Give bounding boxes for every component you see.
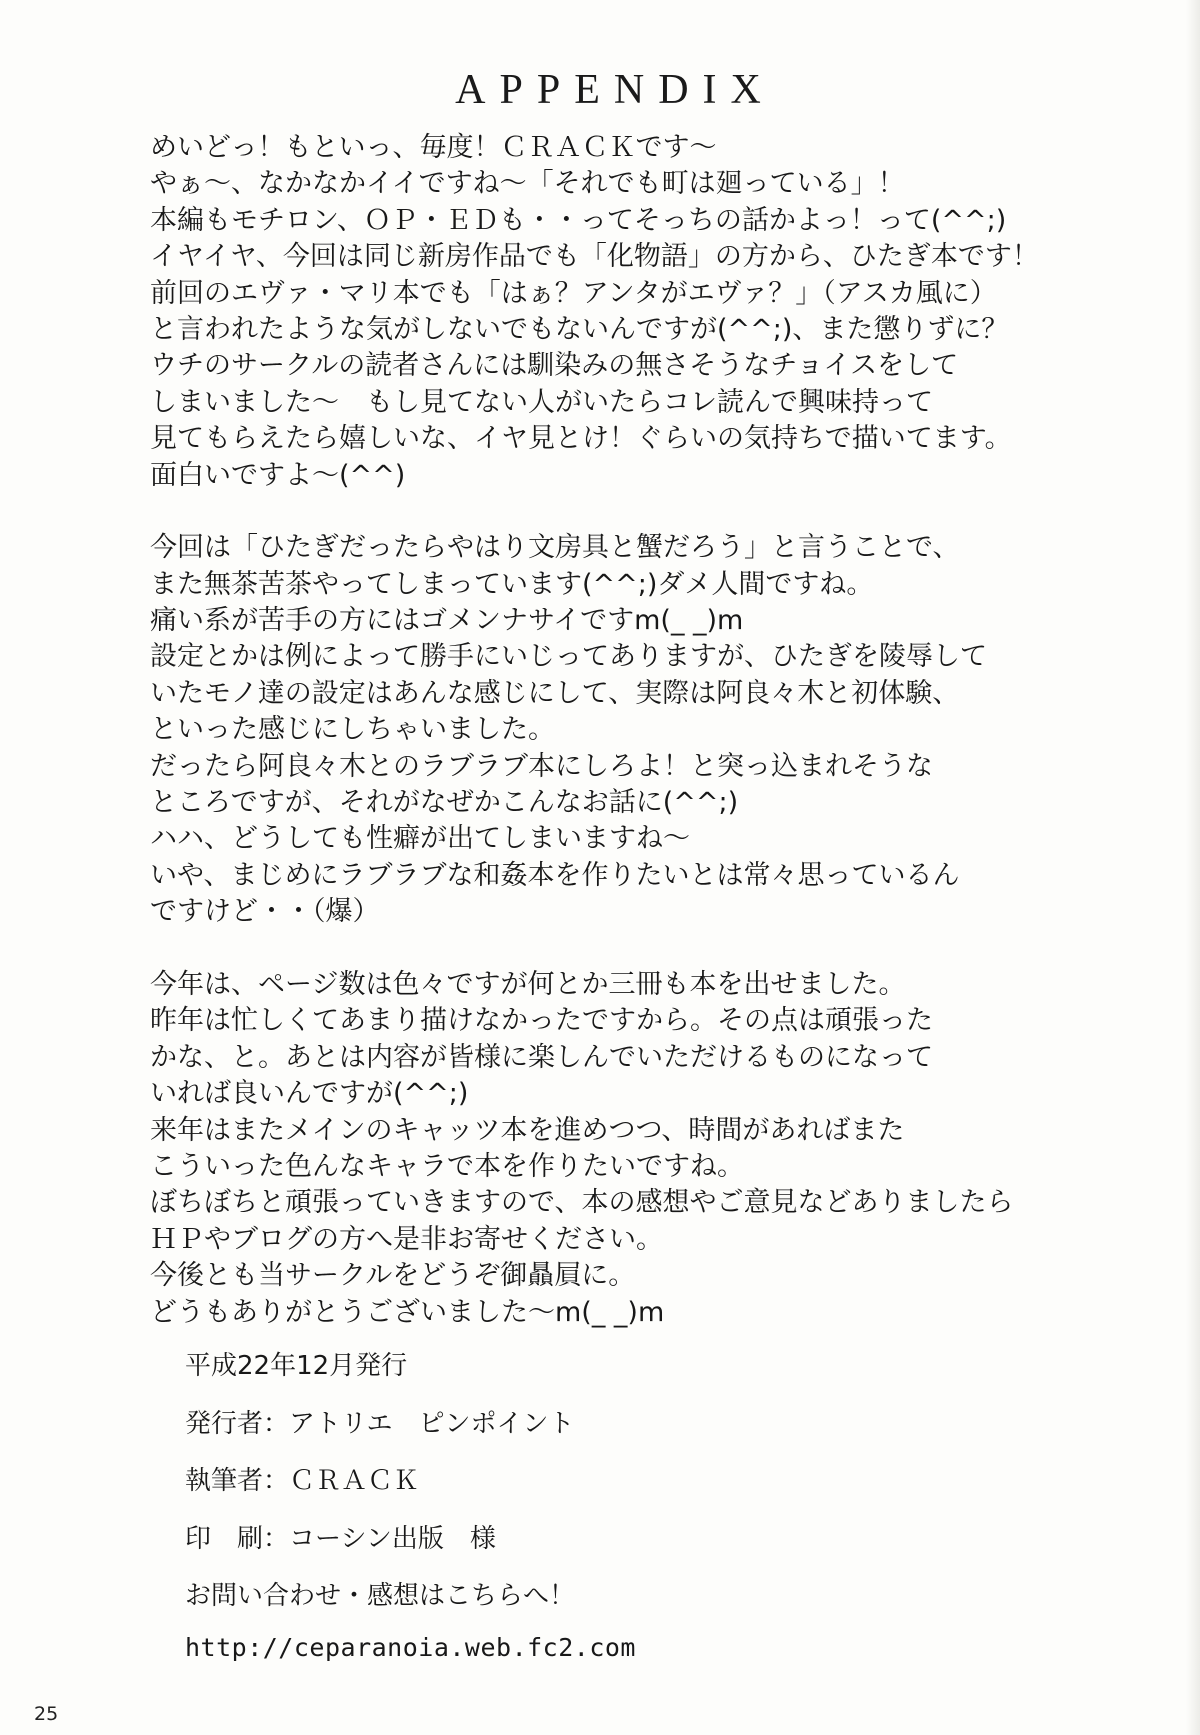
text-line: こういった色んなキャラで本を作りたいですね。 xyxy=(150,1150,744,1182)
text-line: ＨＰやブログの方へ是非お寄せください。 xyxy=(150,1223,663,1255)
text-line: ところですが、それがなぜかこんなお話に(^^;) xyxy=(150,787,739,819)
text-line: どうもありがとうございました～m(_ _)m xyxy=(150,1296,665,1328)
text-line: 今年は、ページ数は色々ですが何とか三冊も本を出せました。 xyxy=(150,968,906,1000)
colophon xyxy=(185,1345,636,1690)
text-line: 来年はまたメインのキャッツ本を進めつつ、時間があればまた xyxy=(150,1114,905,1146)
text-line: いれば良いんですが(^^;) xyxy=(150,1078,469,1110)
text-line: 前回のエヴァ・マリ本でも「はぁ？アンタがエヴァ？」（アスカ風に） xyxy=(150,277,997,309)
text-line: ハハ、どうしても性癖が出てしまいますね～ xyxy=(150,823,690,855)
text-line: 昨年は忙しくてあまり描けなかったですから。その点は頑張った xyxy=(150,1005,933,1037)
text-line: 痛い系が苦手の方にはゴメンナサイですm(_ _)m xyxy=(150,605,744,637)
text-line: ですけど・・（爆） xyxy=(150,896,380,928)
paragraph-2 xyxy=(150,530,1160,930)
text-line: また無茶苦茶やってしまっています(^^;)ダメ人間ですね。 xyxy=(150,568,874,600)
page-edge-shadow xyxy=(1186,0,1200,1735)
text-line: しまいました～ もし見てない人がいたらコレ読んで興味持って xyxy=(150,386,933,418)
page-title: APPENDIX xyxy=(455,67,775,113)
text-line: 今回は「ひたぎだったらやはり文房具と蟹だろう」と言うことで、 xyxy=(150,532,960,564)
text-line: 今後とも当サークルをどうぞ御贔屓に。 xyxy=(150,1260,636,1292)
website-link[interactable]: http://ceparanoia.web.fc2.com xyxy=(185,1632,636,1662)
paragraph-3 xyxy=(150,967,1160,1331)
text-line: と言われたような気がしないでもないんですが(^^;)、また懲りずに？ xyxy=(150,313,1009,345)
text-line: ぼちぼちと頑張っていきますので、本の感想やご意見などありましたら xyxy=(150,1187,1014,1219)
paragraph-1 xyxy=(150,130,1160,494)
text-line: 面白いですよ～(^^) xyxy=(150,459,406,491)
colophon-printer: 印 刷：コーシン出版 様 xyxy=(185,1523,496,1554)
text-line: やぁ～、なかなかイイですね～「それでも町は廻っている」！ xyxy=(150,168,905,200)
text-line: イヤイヤ、今回は同じ新房作品でも「化物語」の方から、ひたぎ本です！ xyxy=(150,241,1039,273)
text-line: 本編もモチロン、ＯＰ・ＥＤも・・ってそっちの話かよっ！って(^^;) xyxy=(150,204,1007,236)
page-number: 25 xyxy=(34,1703,59,1725)
afterword-text xyxy=(150,130,1160,1367)
text-line: 設定とかは例によって勝手にいじってありますが、ひたぎを陵辱して xyxy=(150,641,987,673)
colophon-date: 平成22年12月発行 xyxy=(185,1351,408,1381)
text-line: いたモノ達の設定はあんな感じにして、実際は阿良々木と初体験、 xyxy=(150,677,960,709)
text-line: いや、まじめにラブラブな和姦本を作りたいとは常々思っているん xyxy=(150,859,960,891)
colophon-author: 執筆者：ＣＲＡＣＫ xyxy=(185,1466,420,1496)
text-line: だったら阿良々木とのラブラブ本にしろよ！と突っ込まれそうな xyxy=(150,750,933,782)
text-line: めいどっ！もといっ、毎度！ＣＲＡＣＫです～ xyxy=(150,132,717,163)
colophon-publisher: 発行者：アトリエ ピンポイント xyxy=(185,1408,575,1439)
text-line: かな、と。あとは内容が皆様に楽しんでいただけるものになって xyxy=(150,1041,933,1073)
text-line: といった感じにしちゃいました。 xyxy=(150,714,555,746)
colophon-contact: お問い合わせ・感想はこちらへ！ xyxy=(185,1581,576,1611)
text-line: 見てもらえたら嬉しいな、イヤ見とけ！ぐらいの気持ちで描いてます。 xyxy=(150,423,1012,455)
text-line: ウチのサークルの読者さんには馴染みの無さそうなチョイスをして xyxy=(150,350,959,382)
